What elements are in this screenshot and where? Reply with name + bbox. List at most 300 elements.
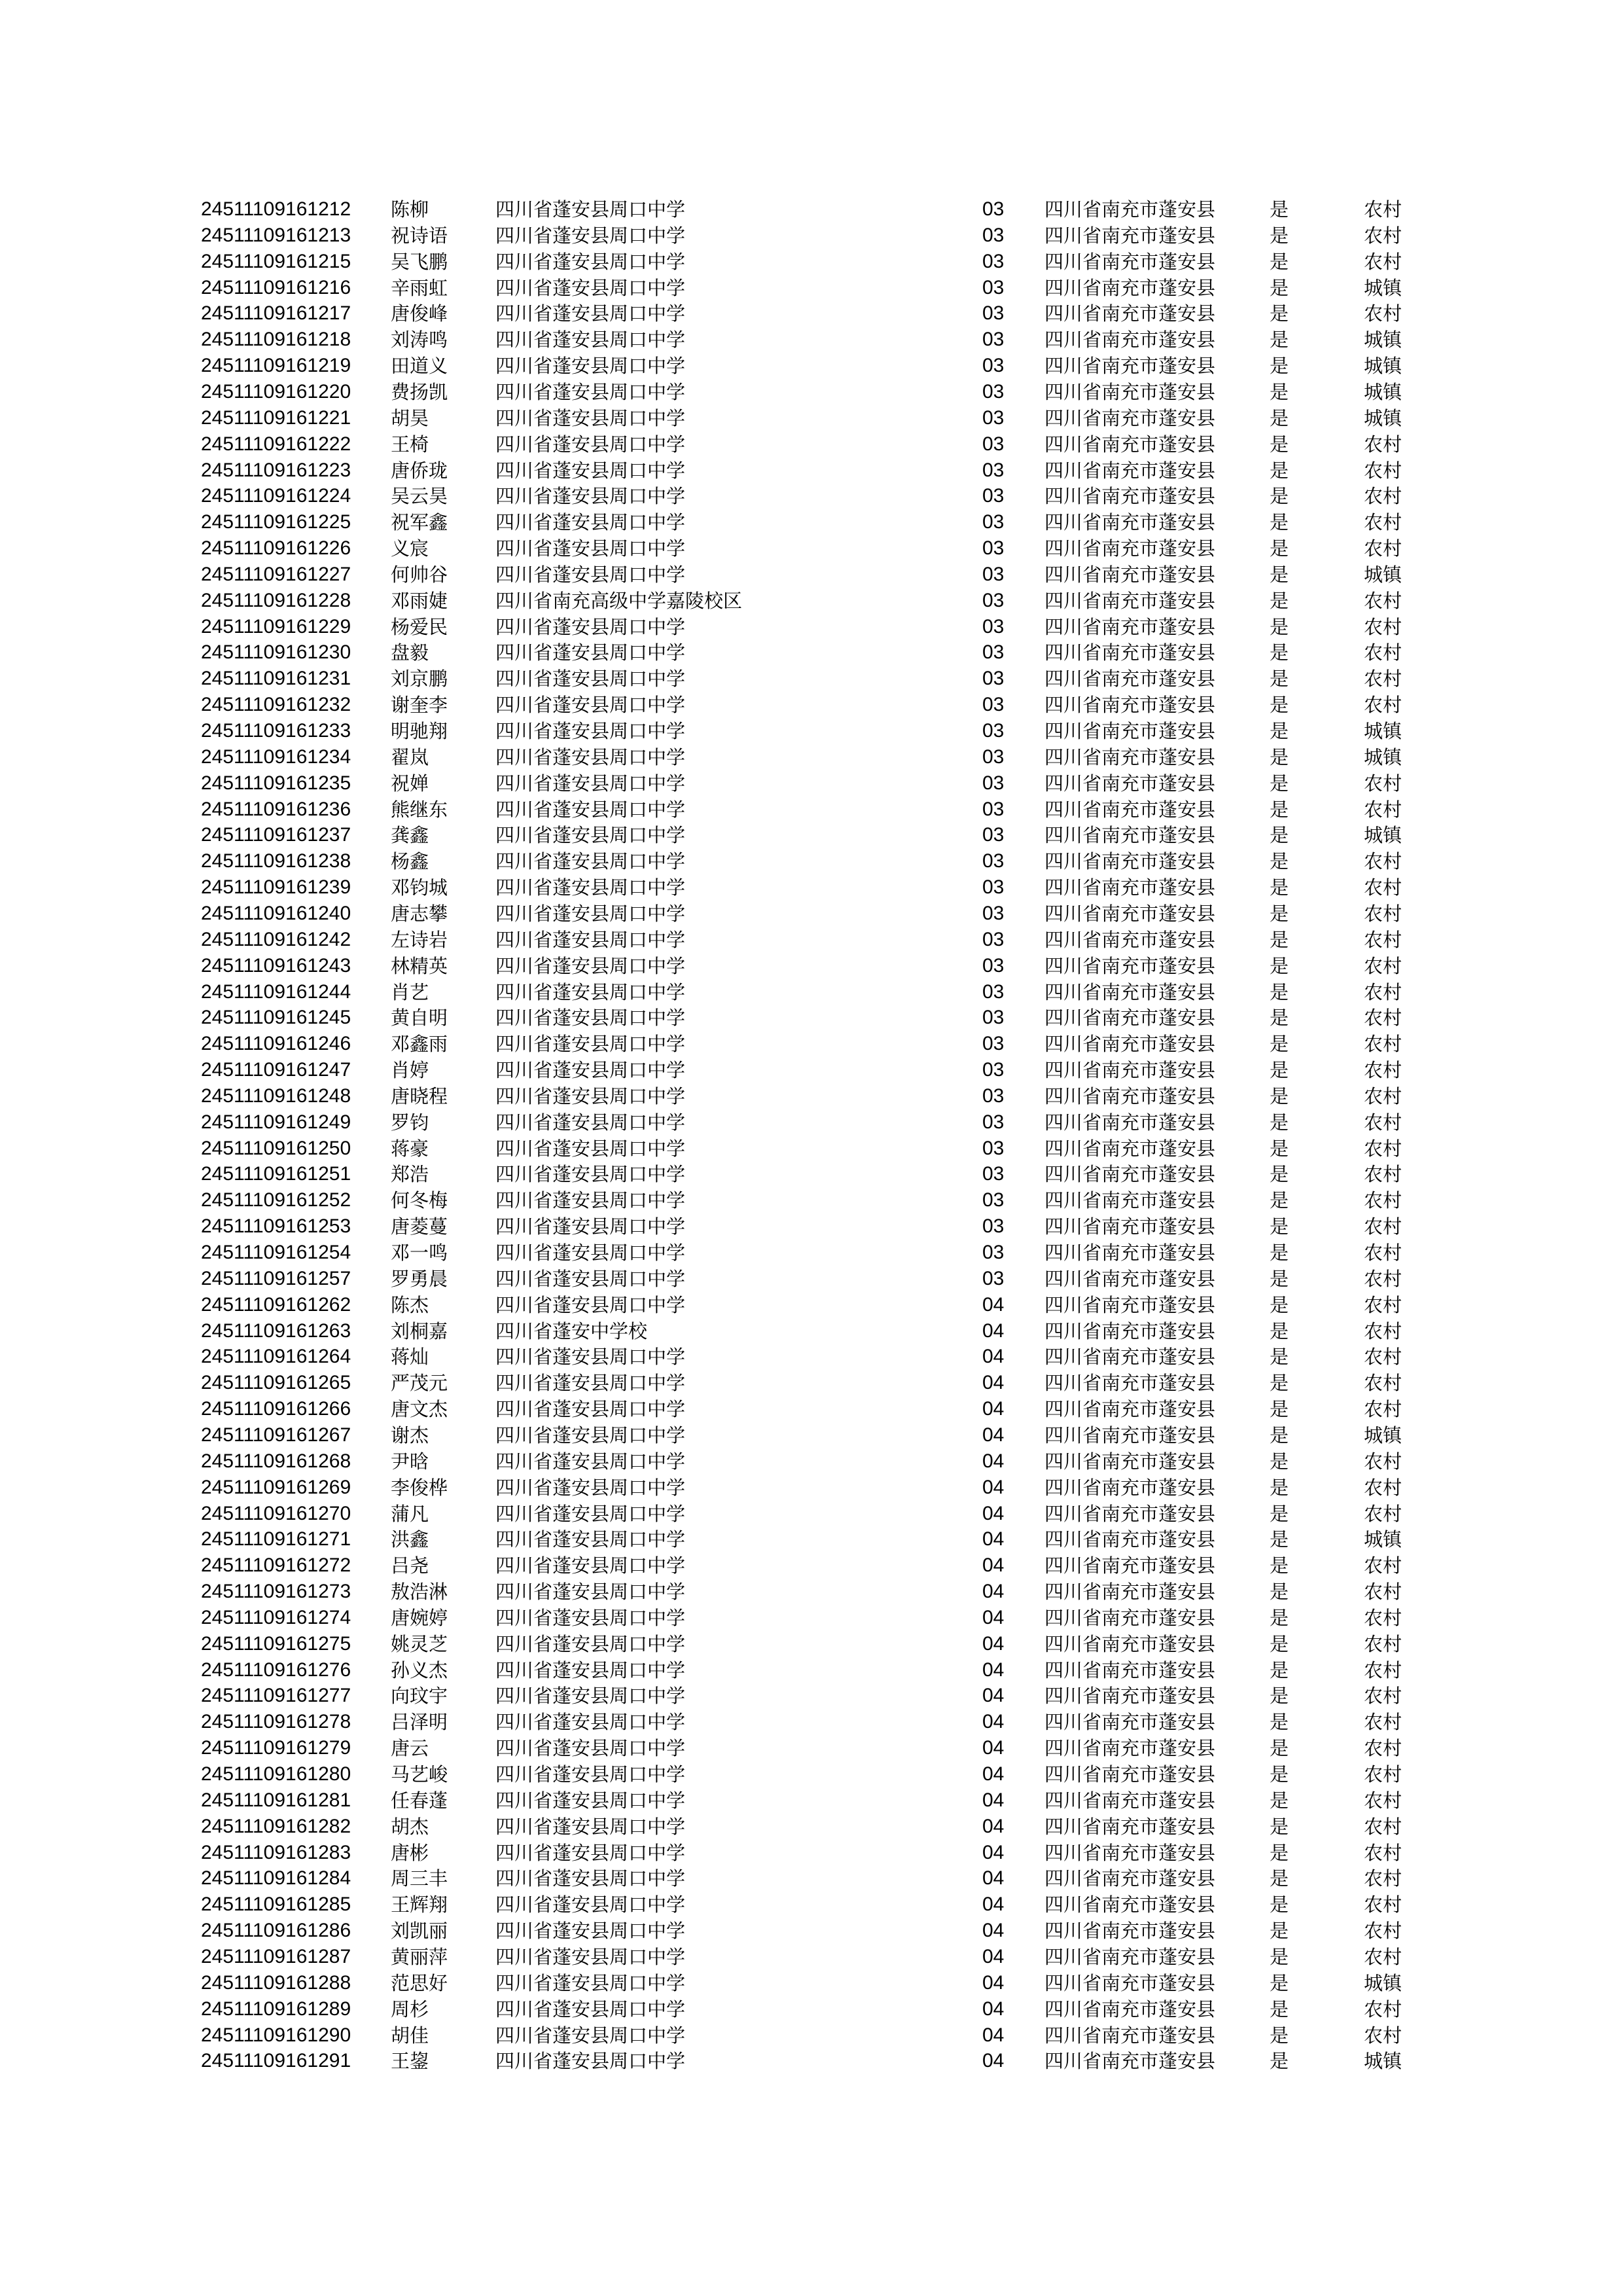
class-code: 04 — [982, 1893, 1005, 1916]
table-row — [0, 614, 1623, 640]
home-region: 四川省南充市蓬安县 — [1044, 433, 1216, 456]
table-row — [0, 927, 1623, 953]
school-name: 四川省蓬安县周口中学 — [495, 1424, 686, 1446]
area-type: 农村 — [1364, 1685, 1402, 1708]
exam-id: 24511109161287 — [201, 1945, 351, 1967]
home-region: 四川省南充市蓬安县 — [1044, 1502, 1216, 1525]
exam-id: 24511109161215 — [201, 250, 351, 272]
table-row — [0, 1865, 1623, 1892]
home-region: 四川省南充市蓬安县 — [1044, 1528, 1216, 1551]
area-type: 农村 — [1364, 1606, 1402, 1629]
home-region: 四川省南充市蓬安县 — [1044, 250, 1216, 273]
student-name: 肖婷 — [391, 1059, 429, 1082]
home-region: 四川省南充市蓬安县 — [1044, 1242, 1216, 1264]
class-code: 03 — [982, 589, 1005, 611]
exam-id: 24511109161257 — [201, 1267, 351, 1289]
home-region: 四川省南充市蓬安县 — [1044, 850, 1216, 873]
exam-id: 24511109161232 — [201, 694, 351, 716]
student-name: 林精英 — [391, 954, 448, 977]
home-region: 四川省南充市蓬安县 — [1044, 668, 1216, 691]
student-name: 唐志攀 — [391, 902, 448, 925]
class-code: 03 — [982, 1189, 1005, 1211]
area-type: 城镇 — [1364, 2050, 1402, 2073]
eligibility-flag: 是 — [1270, 1920, 1289, 1943]
eligibility-flag: 是 — [1270, 224, 1289, 247]
area-type: 农村 — [1364, 485, 1402, 508]
class-code: 03 — [982, 928, 1005, 950]
table-row — [0, 1344, 1623, 1370]
school-name: 四川省蓬安县周口中学 — [495, 380, 686, 403]
student-name: 祝婵 — [391, 772, 429, 795]
school-name: 四川省蓬安县周口中学 — [495, 980, 686, 1003]
school-name: 四川省蓬安县周口中学 — [495, 406, 686, 429]
table-row — [0, 1918, 1623, 1944]
school-name: 四川省蓬安县周口中学 — [495, 511, 686, 534]
area-type: 城镇 — [1364, 1528, 1402, 1551]
area-type: 农村 — [1364, 1085, 1402, 1107]
area-type: 农村 — [1364, 902, 1402, 925]
table-row — [0, 848, 1623, 874]
home-region: 四川省南充市蓬安县 — [1044, 641, 1216, 664]
home-region: 四川省南充市蓬安县 — [1044, 1763, 1216, 1785]
table-row — [0, 874, 1623, 901]
home-region: 四川省南充市蓬安县 — [1044, 1920, 1216, 1943]
table-row — [0, 535, 1623, 562]
class-code: 03 — [982, 1033, 1005, 1055]
home-region: 四川省南充市蓬安县 — [1044, 1346, 1216, 1369]
student-name: 胡杰 — [391, 1815, 429, 1838]
home-region: 四川省南充市蓬安县 — [1044, 1867, 1216, 1890]
home-region: 四川省南充市蓬安县 — [1044, 459, 1216, 482]
home-region: 四川省南充市蓬安县 — [1044, 1111, 1216, 1134]
exam-id: 24511109161267 — [201, 1424, 351, 1446]
school-name: 四川省蓬安县周口中学 — [495, 1763, 686, 1785]
student-name: 向玟宇 — [391, 1685, 448, 1708]
school-name: 四川省蓬安县周口中学 — [495, 1085, 686, 1107]
exam-id: 24511109161240 — [201, 902, 351, 924]
home-region: 四川省南充市蓬安县 — [1044, 772, 1216, 795]
class-code: 04 — [982, 1581, 1005, 1603]
school-name: 四川省蓬安县周口中学 — [495, 824, 686, 847]
area-type: 农村 — [1364, 1398, 1402, 1421]
school-name: 四川省蓬安县周口中学 — [495, 902, 686, 925]
eligibility-flag: 是 — [1270, 1632, 1289, 1655]
home-region: 四川省南充市蓬安县 — [1044, 1293, 1216, 1316]
school-name: 四川省蓬安县周口中学 — [495, 1007, 686, 1030]
school-name: 四川省蓬安县周口中学 — [495, 1346, 686, 1369]
school-name: 四川省蓬安县周口中学 — [495, 615, 686, 638]
student-name: 唐菱蔓 — [391, 1215, 448, 1238]
school-name: 四川省蓬安县周口中学 — [495, 1971, 686, 1994]
exam-id: 24511109161289 — [201, 1998, 351, 2020]
home-region: 四川省南充市蓬安县 — [1044, 615, 1216, 638]
class-code: 04 — [982, 1346, 1005, 1368]
class-code: 03 — [982, 1111, 1005, 1133]
student-name: 刘凯丽 — [391, 1920, 448, 1943]
exam-id: 24511109161277 — [201, 1685, 351, 1707]
eligibility-flag: 是 — [1270, 1789, 1289, 1812]
class-code: 04 — [982, 1998, 1005, 2020]
student-name: 翟岚 — [391, 745, 429, 768]
exam-id: 24511109161221 — [201, 406, 351, 429]
class-code: 04 — [982, 1398, 1005, 1420]
home-region: 四川省南充市蓬安县 — [1044, 2024, 1216, 2047]
eligibility-flag: 是 — [1270, 1476, 1289, 1499]
student-name: 唐俊峰 — [391, 302, 448, 325]
table-row — [0, 1057, 1623, 1083]
school-name: 四川省蓬安县周口中学 — [495, 1554, 686, 1577]
home-region: 四川省南充市蓬安县 — [1044, 1632, 1216, 1655]
exam-id: 24511109161263 — [201, 1319, 351, 1342]
class-code: 04 — [982, 1632, 1005, 1655]
eligibility-flag: 是 — [1270, 1137, 1289, 1160]
home-region: 四川省南充市蓬安县 — [1044, 1267, 1216, 1290]
class-code: 04 — [982, 1789, 1005, 1811]
eligibility-flag: 是 — [1270, 745, 1289, 768]
class-code: 04 — [982, 1372, 1005, 1394]
eligibility-flag: 是 — [1270, 1033, 1289, 1056]
table-row — [0, 1892, 1623, 1918]
school-name: 四川省蓬安县周口中学 — [495, 1502, 686, 1525]
class-code: 03 — [982, 224, 1005, 246]
school-name: 四川省蓬安县周口中学 — [495, 485, 686, 508]
area-type: 农村 — [1364, 850, 1402, 873]
table-row — [0, 1083, 1623, 1109]
area-type: 农村 — [1364, 198, 1402, 221]
table-row — [0, 718, 1623, 744]
exam-id: 24511109161229 — [201, 615, 351, 637]
table-row — [0, 1709, 1623, 1735]
school-name: 四川省蓬安县周口中学 — [495, 1998, 686, 2020]
student-name: 刘京鹏 — [391, 668, 448, 691]
school-name: 四川省蓬安县周口中学 — [495, 537, 686, 560]
area-type: 农村 — [1364, 1789, 1402, 1812]
area-type: 农村 — [1364, 694, 1402, 717]
home-region: 四川省南充市蓬安县 — [1044, 1971, 1216, 1994]
exam-id: 24511109161254 — [201, 1242, 351, 1263]
exam-id: 24511109161225 — [201, 511, 351, 533]
student-name: 明驰翔 — [391, 720, 448, 742]
school-name: 四川省蓬安县周口中学 — [495, 1685, 686, 1708]
area-type: 农村 — [1364, 589, 1402, 612]
area-type: 农村 — [1364, 1945, 1402, 1968]
eligibility-flag: 是 — [1270, 1815, 1289, 1838]
area-type: 农村 — [1364, 1007, 1402, 1030]
home-region: 四川省南充市蓬安县 — [1044, 329, 1216, 351]
student-name: 黄自明 — [391, 1007, 448, 1030]
table-row — [0, 666, 1623, 692]
exam-id: 24511109161231 — [201, 668, 351, 690]
school-name: 四川省蓬安县周口中学 — [495, 1476, 686, 1499]
exam-id: 24511109161219 — [201, 355, 351, 377]
exam-id: 24511109161220 — [201, 380, 351, 403]
area-type: 农村 — [1364, 1450, 1402, 1473]
area-type: 农村 — [1364, 1920, 1402, 1943]
exam-id: 24511109161226 — [201, 537, 351, 560]
eligibility-flag: 是 — [1270, 1581, 1289, 1604]
student-name: 费扬凯 — [391, 380, 448, 403]
student-name: 吴飞鹏 — [391, 250, 448, 273]
class-code: 03 — [982, 1137, 1005, 1159]
student-name: 义宸 — [391, 537, 429, 560]
home-region: 四川省南充市蓬安县 — [1044, 198, 1216, 221]
table-row — [0, 901, 1623, 927]
class-code: 04 — [982, 1424, 1005, 1446]
class-code: 04 — [982, 1867, 1005, 1890]
student-name: 杨爱民 — [391, 615, 448, 638]
home-region: 四川省南充市蓬安县 — [1044, 355, 1216, 378]
class-code: 03 — [982, 1215, 1005, 1238]
area-type: 农村 — [1364, 1893, 1402, 1916]
student-name: 蒲凡 — [391, 1502, 429, 1525]
class-code: 04 — [982, 1476, 1005, 1498]
table-row — [0, 1266, 1623, 1292]
exam-id: 24511109161286 — [201, 1920, 351, 1942]
eligibility-flag: 是 — [1270, 1242, 1289, 1264]
eligibility-flag: 是 — [1270, 1215, 1289, 1238]
area-type: 农村 — [1364, 224, 1402, 247]
student-name: 尹晗 — [391, 1450, 429, 1473]
class-code: 03 — [982, 329, 1005, 351]
school-name: 四川省蓬安县周口中学 — [495, 198, 686, 221]
eligibility-flag: 是 — [1270, 1893, 1289, 1916]
class-code: 03 — [982, 433, 1005, 455]
exam-id: 24511109161284 — [201, 1867, 351, 1890]
student-name: 王椅 — [391, 433, 429, 456]
class-code: 04 — [982, 1685, 1005, 1707]
eligibility-flag: 是 — [1270, 406, 1289, 429]
student-name: 陈杰 — [391, 1293, 429, 1316]
class-code: 04 — [982, 1502, 1005, 1524]
eligibility-flag: 是 — [1270, 1398, 1289, 1421]
eligibility-flag: 是 — [1270, 824, 1289, 847]
student-name: 唐晓程 — [391, 1085, 448, 1107]
home-region: 四川省南充市蓬安县 — [1044, 1893, 1216, 1916]
exam-id: 24511109161235 — [201, 772, 351, 794]
eligibility-flag: 是 — [1270, 1502, 1289, 1525]
class-code: 03 — [982, 641, 1005, 664]
table-row — [0, 457, 1623, 484]
exam-id: 24511109161228 — [201, 589, 351, 611]
eligibility-flag: 是 — [1270, 485, 1289, 508]
school-name: 四川省蓬安县周口中学 — [495, 798, 686, 821]
exam-id: 24511109161262 — [201, 1293, 351, 1316]
home-region: 四川省南充市蓬安县 — [1044, 1398, 1216, 1421]
student-name: 蒋豪 — [391, 1137, 429, 1160]
exam-id: 24511109161276 — [201, 1659, 351, 1681]
class-code: 04 — [982, 1945, 1005, 1967]
school-name: 四川省蓬安县周口中学 — [495, 1867, 686, 1890]
student-name: 蒋灿 — [391, 1346, 429, 1369]
table-row — [0, 797, 1623, 823]
eligibility-flag: 是 — [1270, 694, 1289, 717]
area-type: 城镇 — [1364, 1971, 1402, 1994]
school-name: 四川省蓬安县周口中学 — [495, 1293, 686, 1316]
eligibility-flag: 是 — [1270, 459, 1289, 482]
table-row — [0, 1970, 1623, 1996]
area-type: 农村 — [1364, 511, 1402, 534]
exam-id: 24511109161282 — [201, 1815, 351, 1837]
student-name: 马艺峻 — [391, 1763, 448, 1785]
table-row — [0, 1526, 1623, 1552]
class-code: 03 — [982, 380, 1005, 403]
area-type: 农村 — [1364, 1841, 1402, 1864]
exam-id: 24511109161253 — [201, 1215, 351, 1238]
home-region: 四川省南充市蓬安县 — [1044, 1841, 1216, 1864]
home-region: 四川省南充市蓬安县 — [1044, 1033, 1216, 1056]
eligibility-flag: 是 — [1270, 1372, 1289, 1395]
class-code: 03 — [982, 876, 1005, 899]
table-row — [0, 1136, 1623, 1162]
school-name: 四川省蓬安县周口中学 — [495, 641, 686, 664]
class-code: 03 — [982, 1085, 1005, 1107]
home-region: 四川省南充市蓬安县 — [1044, 1659, 1216, 1681]
class-code: 03 — [982, 250, 1005, 272]
student-name: 祝军鑫 — [391, 511, 448, 534]
eligibility-flag: 是 — [1270, 1998, 1289, 2020]
eligibility-flag: 是 — [1270, 329, 1289, 351]
eligibility-flag: 是 — [1270, 276, 1289, 299]
eligibility-flag: 是 — [1270, 928, 1289, 951]
eligibility-flag: 是 — [1270, 1945, 1289, 1968]
exam-id: 24511109161249 — [201, 1111, 351, 1133]
school-name: 四川省蓬安县周口中学 — [495, 772, 686, 795]
school-name: 四川省蓬安县周口中学 — [495, 276, 686, 299]
area-type: 农村 — [1364, 1137, 1402, 1160]
area-type: 城镇 — [1364, 276, 1402, 299]
student-name: 李俊桦 — [391, 1476, 448, 1499]
exam-id: 24511109161248 — [201, 1085, 351, 1107]
eligibility-flag: 是 — [1270, 1059, 1289, 1082]
eligibility-flag: 是 — [1270, 1867, 1289, 1890]
exam-id: 24511109161244 — [201, 980, 351, 1003]
class-code: 03 — [982, 824, 1005, 846]
area-type: 农村 — [1364, 1763, 1402, 1785]
student-name: 吕泽明 — [391, 1711, 448, 1734]
area-type: 城镇 — [1364, 1424, 1402, 1446]
student-name: 邓一鸣 — [391, 1242, 448, 1264]
eligibility-flag: 是 — [1270, 615, 1289, 638]
class-code: 03 — [982, 276, 1005, 298]
class-code: 03 — [982, 1007, 1005, 1029]
class-code: 03 — [982, 668, 1005, 690]
home-region: 四川省南充市蓬安县 — [1044, 928, 1216, 951]
school-name: 四川省蓬安县周口中学 — [495, 876, 686, 899]
student-name: 刘桐嘉 — [391, 1319, 448, 1342]
exam-id: 24511109161288 — [201, 1971, 351, 1994]
area-type: 农村 — [1364, 772, 1402, 795]
table-row — [0, 196, 1623, 223]
area-type: 农村 — [1364, 1319, 1402, 1342]
eligibility-flag: 是 — [1270, 1711, 1289, 1734]
table-row — [0, 1501, 1623, 1527]
exam-id: 24511109161283 — [201, 1841, 351, 1863]
exam-id: 24511109161224 — [201, 485, 351, 507]
home-region: 四川省南充市蓬安县 — [1044, 589, 1216, 612]
student-name: 王辉翔 — [391, 1893, 448, 1916]
area-type: 农村 — [1364, 459, 1402, 482]
area-type: 农村 — [1364, 615, 1402, 638]
exam-id: 24511109161279 — [201, 1737, 351, 1759]
student-name: 何冬梅 — [391, 1189, 448, 1212]
school-name: 四川省蓬安县周口中学 — [495, 1632, 686, 1655]
table-row — [0, 1787, 1623, 1814]
school-name: 四川省蓬安县周口中学 — [495, 1528, 686, 1551]
school-name: 四川省蓬安县周口中学 — [495, 928, 686, 951]
eligibility-flag: 是 — [1270, 720, 1289, 742]
class-code: 03 — [982, 1163, 1005, 1185]
school-name: 四川省蓬安县周口中学 — [495, 1163, 686, 1186]
exam-id: 24511109161247 — [201, 1059, 351, 1081]
class-code: 03 — [982, 902, 1005, 924]
student-name: 肖艺 — [391, 980, 429, 1003]
student-name: 左诗岩 — [391, 928, 448, 951]
eligibility-flag: 是 — [1270, 876, 1289, 899]
home-region: 四川省南充市蓬安县 — [1044, 876, 1216, 899]
eligibility-flag: 是 — [1270, 1111, 1289, 1134]
exam-id: 24511109161274 — [201, 1606, 351, 1628]
student-name: 唐婉婷 — [391, 1606, 448, 1629]
table-row — [0, 483, 1623, 509]
exam-id: 24511109161237 — [201, 824, 351, 846]
home-region: 四川省南充市蓬安县 — [1044, 902, 1216, 925]
home-region: 四川省南充市蓬安县 — [1044, 563, 1216, 586]
exam-id: 24511109161239 — [201, 876, 351, 899]
eligibility-flag: 是 — [1270, 1346, 1289, 1369]
student-name: 任春蓬 — [391, 1789, 448, 1812]
school-name: 四川省蓬安县周口中学 — [495, 1893, 686, 1916]
exam-id: 24511109161285 — [201, 1893, 351, 1916]
exam-id: 24511109161266 — [201, 1398, 351, 1420]
eligibility-flag: 是 — [1270, 250, 1289, 273]
class-code: 04 — [982, 2024, 1005, 2046]
class-code: 03 — [982, 720, 1005, 742]
class-code: 03 — [982, 537, 1005, 560]
eligibility-flag: 是 — [1270, 1659, 1289, 1681]
school-name: 四川省南充高级中学嘉陵校区 — [495, 589, 743, 612]
table-row — [0, 1109, 1623, 1136]
class-code: 04 — [982, 1841, 1005, 1863]
home-region: 四川省南充市蓬安县 — [1044, 1554, 1216, 1577]
exam-id: 24511109161270 — [201, 1502, 351, 1524]
eligibility-flag: 是 — [1270, 902, 1289, 925]
student-name: 唐彬 — [391, 1841, 429, 1864]
home-region: 四川省南充市蓬安县 — [1044, 954, 1216, 977]
home-region: 四川省南充市蓬安县 — [1044, 511, 1216, 534]
class-code: 03 — [982, 980, 1005, 1003]
home-region: 四川省南充市蓬安县 — [1044, 1945, 1216, 1968]
table-row — [0, 1240, 1623, 1266]
area-type: 农村 — [1364, 1815, 1402, 1838]
area-type: 城镇 — [1364, 563, 1402, 586]
exam-id: 24511109161236 — [201, 798, 351, 820]
exam-id: 24511109161290 — [201, 2024, 351, 2046]
home-region: 四川省南充市蓬安县 — [1044, 1424, 1216, 1446]
area-type: 农村 — [1364, 1737, 1402, 1760]
student-name: 吕尧 — [391, 1554, 429, 1577]
student-name: 黄丽萍 — [391, 1945, 448, 1968]
area-type: 农村 — [1364, 1867, 1402, 1890]
student-name: 吴云昊 — [391, 485, 448, 508]
eligibility-flag: 是 — [1270, 1450, 1289, 1473]
area-type: 农村 — [1364, 1267, 1402, 1290]
area-type: 农村 — [1364, 1502, 1402, 1525]
class-code: 03 — [982, 850, 1005, 872]
student-name: 郑浩 — [391, 1163, 429, 1186]
student-name: 王鋆 — [391, 2050, 429, 2073]
area-type: 农村 — [1364, 1659, 1402, 1681]
home-region: 四川省南充市蓬安县 — [1044, 276, 1216, 299]
